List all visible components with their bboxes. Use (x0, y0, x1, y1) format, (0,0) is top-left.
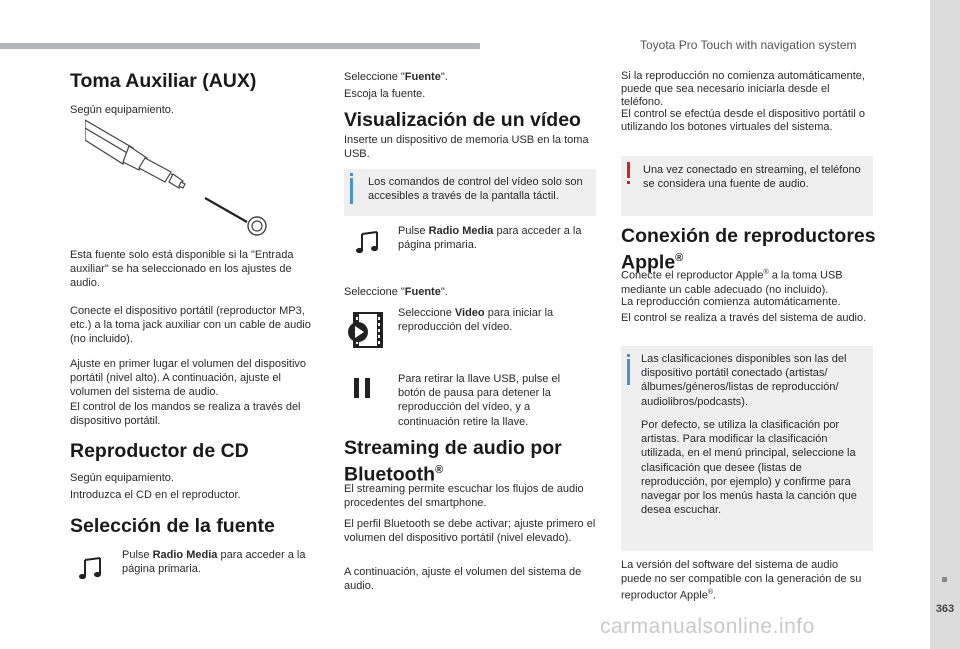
side-marker (942, 577, 947, 582)
warning-text: Una vez conectado en streaming, el teléfono se considera una fuente de audio. (643, 164, 861, 191)
video-paragraph: Inserte un dispositivo de memoria USB en la toma USB. (344, 134, 589, 161)
apple-info-note (621, 346, 873, 551)
info-icon (350, 173, 353, 176)
info-icon (627, 354, 630, 357)
aux-equip: Según equipamiento. (70, 104, 174, 116)
cd-equip: Según equipamiento. (70, 472, 174, 484)
page-number: 363 (935, 603, 955, 615)
cd-paragraph: Introduzca el CD en el reproductor. (70, 489, 241, 501)
pause-icon (350, 376, 376, 400)
apple-paragraph-2: La reproducción comienza automáticamente. (621, 296, 841, 308)
video-note-text: Los comandos de control del vídeo solo son accesibles a través de la pantalla táctil. (368, 176, 583, 202)
pause-instruction: Para retirar la llave USB, pulse el botón de pausa para detener la reproducción del vídeo, y a continuación retire la llave. (398, 373, 561, 428)
bluetooth-paragraph-2b: A continuación, ajuste el volumen del sistema de audio. (344, 566, 582, 593)
video-radio-media-instruction: Pulse Radio Media para acceder a la página primaria. (398, 225, 582, 252)
bluetooth-title: Streaming de audio por Bluetooth® (344, 437, 562, 486)
aux-jack-illustration (85, 118, 275, 238)
select-source-1: Seleccione "Fuente". (344, 71, 448, 83)
choose-source: Escoja la fuente. (344, 88, 426, 100)
cd-title: Reproductor de CD (70, 440, 249, 462)
select-source-2: Seleccione "Fuente". (344, 286, 448, 298)
apple-note-text-b: Por defecto, se utiliza la clasificación por artistas. Para modificar la clasificación utilizada, en el menú principal, seleccione la clasificación que desee (listas de reproducción, por ejemplo) y confirme para navegar por los menús hasta la canción que desea escuchar. (641, 419, 857, 517)
apple-paragraph-1: Conecte el reproductor Apple® a la toma USB mediante un cable adecuado (no incluido). (621, 269, 843, 296)
video-title: Visualización de un vídeo (344, 109, 581, 131)
apple-note-text-a: Las clasificaciones disponibles son las del dispositivo portátil conectado (artistas/ álbumes/géneros/listas de reproducción/ audiolibros/podcasts). (641, 353, 847, 408)
apple-paragraph-3: El control se realiza a través del sistema de audio. (621, 312, 867, 324)
page-side-tab (930, 0, 960, 649)
apple-title: Conexión de reproductores Apple® (621, 225, 876, 274)
watermark: carmanualsonline.info (600, 615, 815, 638)
apple-intro-a: Si la reproducción no comienza automáticamente, puede que sea necesario iniciarla desde el teléfono. (621, 70, 865, 108)
video-play-instruction: Seleccione Video para iniciar la reproducción del vídeo. (398, 307, 554, 334)
aux-paragraph-1: Esta fuente solo está disponible si la "Entrada auxiliar" se ha seleccionado en los ajustes de audio. (70, 249, 294, 290)
bluetooth-paragraph-1: El streaming permite escuchar los flujos de audio procedentes del smartphone. (344, 483, 584, 510)
video-film-icon (346, 310, 386, 350)
music-note-icon (78, 556, 104, 582)
aux-title: Toma Auxiliar (AUX) (70, 70, 257, 92)
source-title: Selección de la fuente (70, 515, 275, 537)
music-note-icon (355, 230, 381, 256)
aux-paragraph-3b: El control de los mandos se realiza a través del dispositivo portátil. (70, 401, 301, 428)
bluetooth-paragraph-2a: El perfil Bluetooth se debe activar; ajuste primero el volumen del dispositivo portátil (nivel elevado). (344, 518, 596, 545)
streaming-warning-note (621, 156, 873, 216)
source-instruction: Pulse Radio Media para acceder a la página primaria. (122, 549, 306, 576)
warning-icon (627, 162, 630, 178)
video-info-note (344, 169, 596, 216)
apple-intro-b: El control se efectúa desde el dispositivo portátil o utilizando los botones virtuales del sistema. (621, 108, 865, 133)
aux-paragraph-2: Conecte el dispositivo portátil (reproductor MP3, etc.) a la toma jack auxiliar con un cable de audio (no incluido). (70, 305, 311, 346)
apple-compat-note: La versión del software del sistema de audio puede no ser compatible con la generación de su reproductor Apple®. (621, 559, 862, 603)
running-title: Toyota Pro Touch with navigation system (640, 38, 857, 52)
header-rule (0, 43, 480, 49)
aux-paragraph-3a: Ajuste en primer lugar el volumen del dispositivo portátil (nivel alto). A continuación, ajuste el volumen del sistema de audio. (70, 358, 307, 399)
